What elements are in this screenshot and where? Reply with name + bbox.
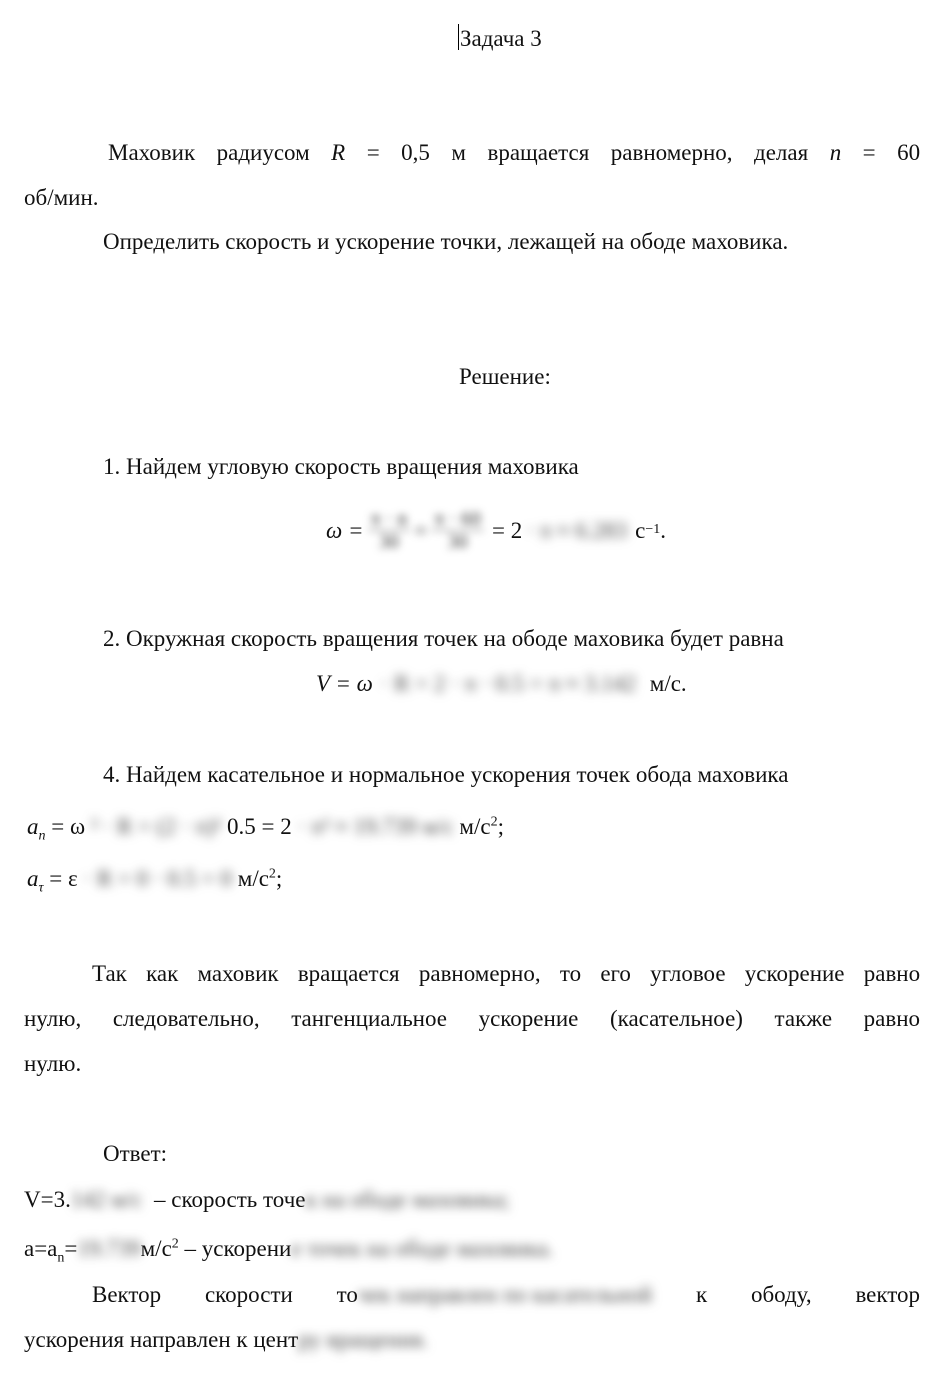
blurred-phrase: чек направлен по касательной <box>357 1282 653 1307</box>
solution-heading: Решение: <box>459 364 551 389</box>
formula-mid: = 2 <box>492 517 523 543</box>
blurred-result: · R = 2 · π · 0.5 = π ≈ 3.142 <box>380 671 637 696</box>
at-unit: м/с <box>237 866 269 891</box>
word: его <box>600 961 631 986</box>
a-eq: = <box>64 1236 78 1261</box>
word: вращается <box>297 961 400 986</box>
blurred-an-2: · π² ≈ 19.739 м/с <box>297 814 454 839</box>
mixed-word <box>337 1282 653 1307</box>
word: = <box>366 140 380 165</box>
step-4-text: 4. Найдем касательное и нормальное ускорения точек обода маховика <box>103 762 789 787</box>
title-text: Задача 3 <box>460 26 542 51</box>
problem-line-3: Определить скорость и ускорение точки, лежащей на ободе маховика. <box>103 229 789 254</box>
word: маховик <box>197 961 279 986</box>
a-sub: n <box>57 1250 65 1266</box>
equals-sign: = <box>414 517 428 543</box>
word: 0,5 <box>401 140 430 165</box>
word: вращается <box>487 140 590 165</box>
explanation-line-2 <box>24 1007 920 1030</box>
unit-ms: м/с. <box>649 671 687 696</box>
semicolon: ; <box>497 814 504 839</box>
a-unit: м/с <box>140 1236 172 1261</box>
page-title <box>458 24 542 50</box>
a-unit-exp: 2 <box>171 1236 179 1252</box>
blurred-a-2: е точек на ободе маховика. <box>291 1236 554 1261</box>
answer-v <box>24 1188 510 1211</box>
omega-lhs: ω = <box>326 517 364 543</box>
v-lhs: V = ω <box>316 671 373 696</box>
unit-s: с <box>635 517 646 543</box>
word: скорости <box>204 1282 293 1307</box>
at-unit-exp: 2 <box>268 866 276 882</box>
problem-line-1 <box>108 141 920 164</box>
word: равномерно, <box>610 140 733 165</box>
word: Так <box>92 961 127 986</box>
word: то <box>559 961 582 986</box>
word: ускорение <box>478 1006 579 1031</box>
blurred-v-2: к на ободе маховика; <box>305 1187 510 1212</box>
blurred-an-1: ² · R = (2 · π)² <box>90 814 222 839</box>
frac-2-num: π · 60 <box>431 508 484 531</box>
problem-line-2: об/мин. <box>24 185 99 210</box>
word: то <box>336 1282 358 1307</box>
an-formula <box>27 814 504 844</box>
blurred-conclusion: ру вращения. <box>298 1327 429 1352</box>
step-2-formula <box>316 672 687 695</box>
answer-label: Ответ: <box>103 1141 168 1166</box>
an-unit-exp: 2 <box>490 814 498 830</box>
v-value: V=3. <box>24 1187 71 1212</box>
word: тангенциальное <box>291 1006 447 1031</box>
word: вектор <box>855 1282 920 1307</box>
word: ободу, <box>750 1282 812 1307</box>
word: равно <box>863 961 921 986</box>
word: равномерно, <box>418 961 541 986</box>
tau-sub: τ <box>38 880 44 896</box>
blurred-result: · π ≈ 6.283 <box>526 517 628 543</box>
var-R: R <box>331 140 346 165</box>
v-text: – скорость точе <box>154 1187 306 1212</box>
semicolon: ; <box>275 866 283 891</box>
frac-1-den: 30 <box>378 530 399 553</box>
step-2-text: 2. Окружная скорость вращения точек на ободе маховика будет равна <box>103 626 784 651</box>
word: угловое <box>650 961 726 986</box>
conclusion-visible: ускорения направлен к цент <box>24 1327 299 1352</box>
word: также <box>774 1006 833 1031</box>
word: (касательное) <box>609 1006 743 1031</box>
word: к <box>695 1282 708 1307</box>
blurred-a: 19.739 <box>77 1236 141 1261</box>
word: Вектор <box>92 1282 162 1307</box>
an-unit: м/с <box>459 814 491 839</box>
period: . <box>660 517 667 543</box>
var-n: n <box>829 140 842 165</box>
a-var: a <box>27 866 39 891</box>
word: нулю, <box>24 1006 82 1031</box>
text-cursor <box>458 24 459 50</box>
a-var: a <box>27 814 39 839</box>
word: равно <box>863 1006 921 1031</box>
word: делая <box>754 140 809 165</box>
conclusion-line-1 <box>92 1283 920 1306</box>
an-visible: 0.5 = 2 <box>226 814 292 839</box>
a-value: a=a <box>24 1236 58 1261</box>
a-text: – ускорени <box>184 1236 292 1261</box>
explanation-line-3: нулю. <box>24 1051 82 1076</box>
conclusion-line-2 <box>24 1328 428 1351</box>
fraction-2 <box>431 508 484 553</box>
step-1-formula: ω = $\frac{\pi \cdot n}{30}$ = $\frac{\pi \cdot 60}{30}$ = 2 · π ≈ 6.283 с −1 . <box>326 507 667 553</box>
at-formula <box>27 866 283 896</box>
word: как <box>146 961 179 986</box>
frac-1-num: π · n <box>368 508 411 531</box>
word: следовательно, <box>112 1006 260 1031</box>
step-1-text: 1. Найдем угловую скорость вращения маховика <box>103 454 579 479</box>
word: радиусом <box>216 140 310 165</box>
blurred-v: 142 м/с <box>70 1187 143 1212</box>
word: м <box>451 140 466 165</box>
at-eq: = ε <box>49 866 78 891</box>
blurred-at: · R = 0 · 0.5 = 0 <box>83 866 233 891</box>
frac-2-den: 30 <box>447 530 468 553</box>
answer-a <box>24 1236 554 1266</box>
an-eq: = ω <box>51 814 86 839</box>
fraction-1 <box>368 508 411 553</box>
word: ускорение <box>744 961 845 986</box>
word: = <box>862 140 876 165</box>
word: Маховик <box>108 140 196 165</box>
word: 60 <box>897 140 921 165</box>
explanation-line-1 <box>92 962 920 985</box>
n-sub: n <box>38 828 46 844</box>
